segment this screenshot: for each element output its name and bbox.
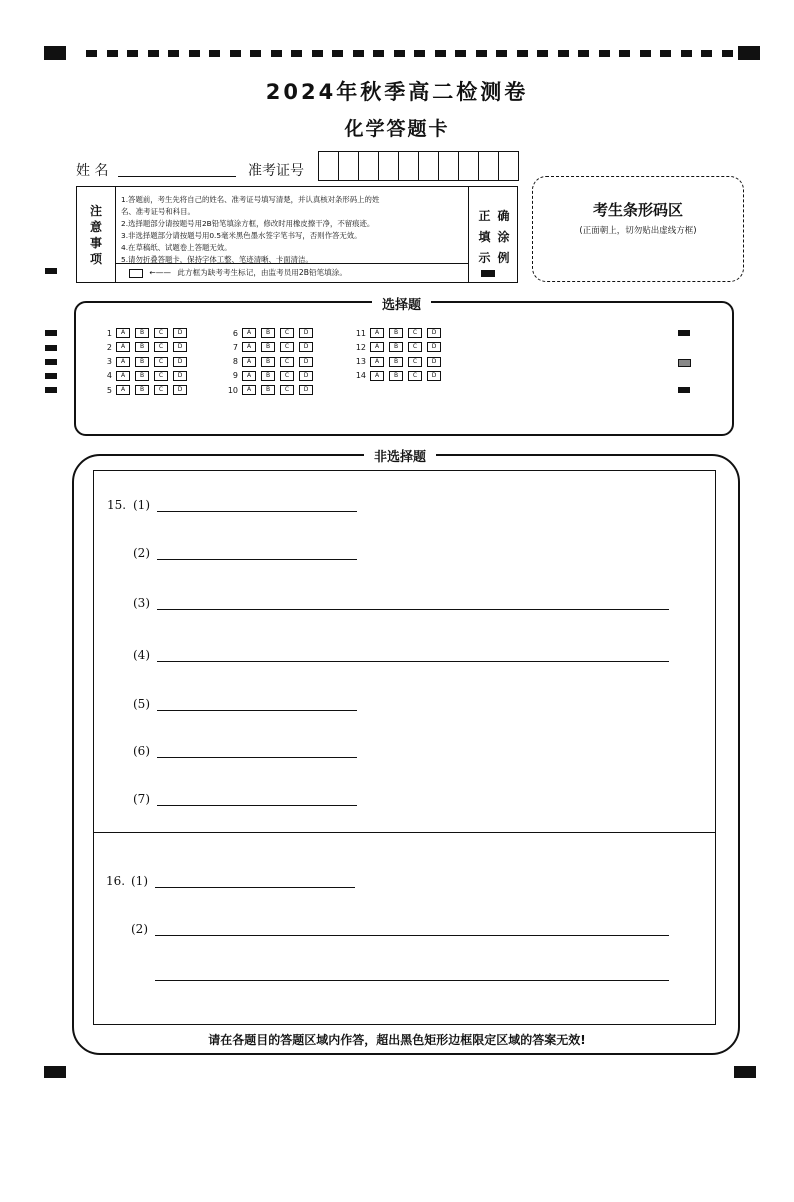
option-bubble-d[interactable]: D [299, 342, 313, 352]
answer-line[interactable] [157, 805, 357, 806]
option-bubble-c[interactable]: C [408, 371, 422, 381]
name-field[interactable] [118, 175, 236, 177]
q16-answer-area [93, 831, 716, 1025]
notes-item: 4.在草稿纸、试题卷上答题无效。 [121, 243, 232, 252]
timing-mark [578, 50, 589, 57]
question-number: 6 [232, 328, 238, 338]
option-bubble-c[interactable]: C [280, 385, 294, 395]
notes-box [76, 186, 518, 283]
option-bubble-d[interactable]: D [427, 328, 441, 338]
option-bubble-a[interactable]: A [242, 385, 256, 395]
choice-question-row [222, 355, 318, 369]
option-bubble-d[interactable]: D [427, 357, 441, 367]
choice-question-row [350, 355, 446, 369]
timing-mark [168, 50, 179, 57]
q15-number: 15. [107, 498, 127, 512]
question-number: 1 [106, 328, 112, 338]
timing-mark [414, 50, 425, 57]
timing-mark [619, 50, 630, 57]
id-digit-box[interactable] [339, 152, 359, 180]
option-bubble-a[interactable]: A [370, 357, 384, 367]
corner-mark-top-right [738, 46, 760, 60]
side-mark [678, 359, 691, 367]
option-bubble-c[interactable]: C [280, 342, 294, 352]
option-bubble-c[interactable]: C [280, 357, 294, 367]
option-bubble-c[interactable]: C [408, 357, 422, 367]
question-number: 13 [355, 357, 366, 367]
timing-mark [86, 50, 97, 57]
timing-mark [517, 50, 528, 57]
option-bubble-c[interactable]: C [280, 371, 294, 381]
choice-question-row [222, 326, 318, 340]
answer-line[interactable] [157, 559, 357, 560]
absent-note: 此方框为缺考考生标记，由监考员用2B铅笔填涂。 [177, 268, 347, 277]
timing-mark [599, 50, 610, 57]
id-digit-box[interactable] [499, 152, 518, 180]
question-number: 10 [227, 385, 238, 395]
option-bubble-b[interactable]: B [389, 328, 403, 338]
side-mark [45, 373, 57, 379]
option-bubble-b[interactable]: B [389, 371, 403, 381]
timing-mark [681, 50, 692, 57]
barcode-area [532, 176, 744, 282]
notes-side-char: 事 [89, 235, 102, 250]
timing-mark [209, 50, 220, 57]
question-number: 3 [106, 357, 112, 367]
option-bubble-a[interactable]: A [116, 342, 130, 352]
nonchoice-title: 非选择题 [364, 446, 436, 465]
option-bubble-b[interactable]: B [261, 328, 275, 338]
question-number: 8 [232, 357, 238, 367]
timing-mark [291, 50, 302, 57]
side-mark [678, 330, 690, 336]
option-bubble-b[interactable]: B [261, 342, 275, 352]
fill-example-char: 确 [497, 209, 510, 223]
choice-question-row [350, 369, 446, 383]
timing-mark [701, 50, 712, 57]
notes-side-char: 注 [89, 203, 102, 218]
q15-answer-area [93, 470, 716, 833]
option-bubble-c[interactable]: C [154, 328, 168, 338]
option-bubble-a[interactable]: A [116, 385, 130, 395]
exam-title: 2024年秋季高二检测卷 [265, 80, 529, 104]
fill-example-char: 填 [478, 230, 491, 244]
timing-mark [107, 50, 118, 57]
name-label: 姓 名 [76, 163, 109, 179]
barcode-title: 考生条形码区 [592, 201, 683, 219]
timing-mark [640, 50, 651, 57]
timing-mark [537, 50, 548, 57]
q15-part-label: (1) [133, 498, 150, 512]
q16-part-label: (2) [131, 922, 148, 936]
exam-id-boxes[interactable] [318, 151, 519, 181]
question-number: 11 [355, 328, 366, 338]
option-bubble-c[interactable]: C [154, 371, 168, 381]
question-number: 14 [355, 371, 366, 381]
option-bubble-d[interactable]: D [299, 328, 313, 338]
option-bubble-b[interactable]: B [135, 342, 149, 352]
option-bubble-a[interactable]: A [116, 328, 130, 338]
side-mark [678, 387, 690, 393]
timing-mark [394, 50, 405, 57]
question-number: 4 [106, 371, 112, 381]
option-bubble-d[interactable]: D [173, 342, 187, 352]
side-mark [45, 387, 57, 393]
option-bubble-b[interactable]: B [135, 357, 149, 367]
answer-line[interactable] [157, 661, 669, 662]
timing-mark [353, 50, 364, 57]
timing-mark [476, 50, 487, 57]
side-mark [45, 268, 57, 274]
q15-part-label: (5) [133, 697, 150, 711]
id-digit-box[interactable] [399, 152, 419, 180]
option-bubble-d[interactable]: D [427, 342, 441, 352]
option-bubble-d[interactable]: D [173, 385, 187, 395]
q15-part-label: (6) [133, 744, 150, 758]
option-bubble-d[interactable]: D [173, 357, 187, 367]
id-digit-box[interactable] [459, 152, 479, 180]
option-bubble-a[interactable]: A [370, 342, 384, 352]
q16-part-label: (1) [131, 874, 148, 888]
question-number: 9 [232, 371, 238, 381]
fill-example-char: 示 [478, 251, 491, 265]
fill-example-label [475, 207, 513, 266]
fill-example-char: 正 [478, 209, 491, 223]
notes-item: 1.答题前，考生先将自己的姓名、准考证号填写清楚，并认真核对条形码上的姓 [121, 195, 380, 204]
q15-part-label: (7) [133, 792, 150, 806]
option-bubble-c[interactable]: C [154, 385, 168, 395]
option-bubble-c[interactable]: C [408, 342, 422, 352]
option-bubble-c[interactable]: C [408, 328, 422, 338]
option-bubble-d[interactable]: D [299, 371, 313, 381]
choice-question-row [222, 340, 318, 354]
answer-line[interactable] [155, 980, 669, 981]
choice-question-row [350, 340, 446, 354]
option-bubble-a[interactable]: A [242, 328, 256, 338]
question-number: 2 [106, 342, 112, 352]
notes-item: 2.选择题部分请按题号用2B铅笔填涂方框，修改时用橡皮擦干净，不留痕迹。 [121, 219, 375, 228]
card-title: 化学答题卡 [344, 118, 450, 140]
timing-mark [332, 50, 343, 57]
side-mark [45, 359, 57, 365]
option-bubble-d[interactable]: D [299, 385, 313, 395]
answer-line[interactable] [157, 609, 669, 610]
notes-side-char: 意 [89, 219, 102, 234]
fill-example [468, 187, 517, 282]
timing-mark [189, 50, 200, 57]
choice-question-row [222, 383, 318, 397]
choice-question-row [350, 326, 446, 340]
id-digit-box[interactable] [319, 152, 339, 180]
timing-mark [127, 50, 138, 57]
corner-mark-top-left [44, 46, 66, 60]
option-bubble-a[interactable]: A [116, 357, 130, 367]
q15-part-label: (4) [133, 648, 150, 662]
answer-line[interactable] [155, 887, 355, 888]
id-digit-box[interactable] [439, 152, 459, 180]
timing-mark [455, 50, 466, 57]
option-bubble-d[interactable]: D [173, 328, 187, 338]
q15-part-label: (2) [133, 546, 150, 560]
option-bubble-d[interactable]: D [427, 371, 441, 381]
timing-mark [660, 50, 671, 57]
timing-mark [148, 50, 159, 57]
choice-question-row [222, 369, 318, 383]
answer-line[interactable] [155, 935, 669, 936]
timing-mark [435, 50, 446, 57]
fill-example-char: 例 [497, 251, 510, 265]
option-bubble-b[interactable]: B [389, 357, 403, 367]
filled-example-mark [481, 270, 495, 277]
choice-title: 选择题 [372, 294, 431, 313]
barcode-hint: (正面朝上，切勿贴出虚线方框) [579, 226, 697, 236]
absent-checkbox[interactable] [129, 269, 143, 278]
timing-mark [271, 50, 282, 57]
option-bubble-b[interactable]: B [135, 385, 149, 395]
fill-example-char: 涂 [497, 230, 510, 244]
notes-list [121, 194, 466, 266]
id-digit-box[interactable] [479, 152, 499, 180]
answer-line[interactable] [157, 511, 357, 512]
timing-mark [373, 50, 384, 57]
arrow-left-icon: ←—— [149, 268, 171, 277]
answer-line[interactable] [157, 757, 357, 758]
question-number: 7 [232, 342, 238, 352]
corner-mark-bottom-left [44, 1066, 66, 1078]
choice-question-row [96, 383, 192, 397]
notes-side-char: 项 [89, 251, 102, 266]
option-bubble-c[interactable]: C [154, 342, 168, 352]
option-bubble-b[interactable]: B [261, 385, 275, 395]
id-digit-box[interactable] [359, 152, 379, 180]
footer-warning: 请在各题目的答题区域内作答，超出黑色矩形边框限定区域的答案无效! [208, 1033, 586, 1047]
option-bubble-a[interactable]: A [242, 342, 256, 352]
timing-mark [558, 50, 569, 57]
choice-question-row [96, 369, 192, 383]
answer-line[interactable] [157, 710, 357, 711]
option-bubble-d[interactable]: D [299, 357, 313, 367]
question-number: 12 [355, 342, 366, 352]
option-bubble-b[interactable]: B [135, 328, 149, 338]
question-number: 5 [106, 385, 112, 395]
option-bubble-a[interactable]: A [370, 328, 384, 338]
option-bubble-b[interactable]: B [261, 371, 275, 381]
absent-row [115, 263, 469, 282]
notes-side-label [77, 187, 116, 282]
id-digit-box[interactable] [379, 152, 399, 180]
id-label: 准考证号 [248, 163, 304, 179]
notes-item: 5.请勿折叠答题卡，保持字体工整、笔迹清晰、卡面清洁。 [121, 255, 313, 264]
option-bubble-d[interactable]: D [173, 371, 187, 381]
notes-item: 名、准考证号和科目。 [121, 207, 195, 216]
timing-mark [230, 50, 241, 57]
option-bubble-a[interactable]: A [370, 371, 384, 381]
timing-mark [722, 50, 733, 57]
timing-mark [250, 50, 261, 57]
option-bubble-a[interactable]: A [242, 357, 256, 367]
option-bubble-b[interactable]: B [135, 371, 149, 381]
id-digit-box[interactable] [419, 152, 439, 180]
choice-question-row [96, 340, 192, 354]
corner-mark-bottom-right [734, 1066, 756, 1078]
q16-number: 16. [106, 874, 126, 888]
notes-item: 3.非选择题部分请按题号用0.5毫米黑色墨水签字笔书写，否则作答无效。 [121, 231, 362, 240]
q15-part-label: (3) [133, 596, 150, 610]
option-bubble-b[interactable]: B [389, 342, 403, 352]
side-mark [45, 330, 57, 336]
choice-question-row [96, 326, 192, 340]
option-bubble-c[interactable]: C [154, 357, 168, 367]
choice-question-row [96, 355, 192, 369]
option-bubble-c[interactable]: C [280, 328, 294, 338]
side-mark [45, 345, 57, 351]
timing-mark [312, 50, 323, 57]
option-bubble-a[interactable]: A [242, 371, 256, 381]
option-bubble-b[interactable]: B [261, 357, 275, 367]
timing-mark [496, 50, 507, 57]
option-bubble-a[interactable]: A [116, 371, 130, 381]
